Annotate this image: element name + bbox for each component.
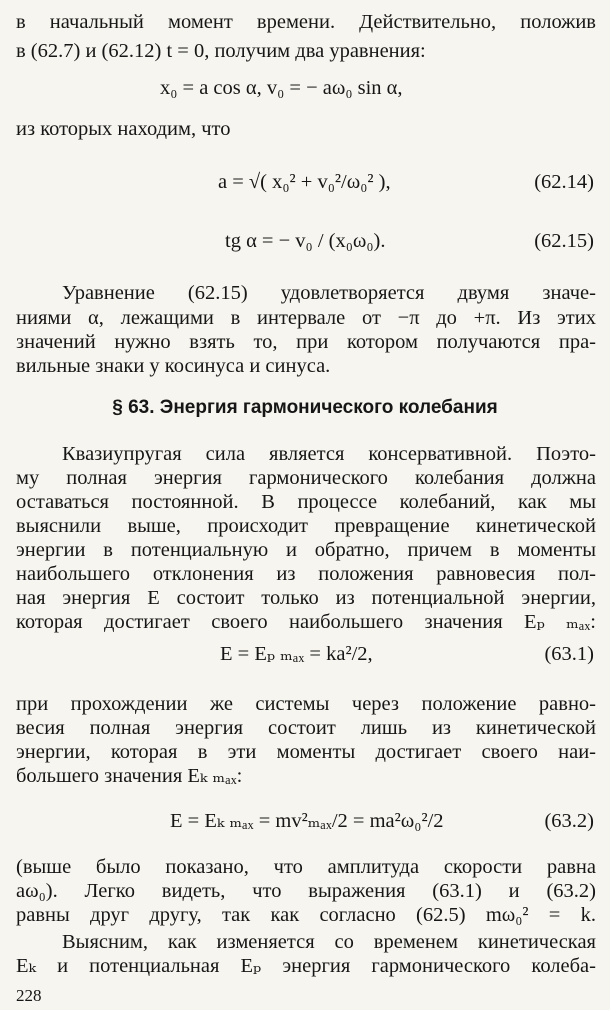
text-line: Квазиупругая сила является консервативной. Поэто- (62, 443, 596, 465)
page-number: 228 (16, 986, 42, 1005)
text-line: энергии, которая в эти моменты достигает своего наи- (16, 741, 596, 763)
text-line: энергии в потенциальную и обратно, причем в моменты (16, 539, 596, 561)
text-line: вильные знаки у косинуса и синуса. (16, 355, 331, 377)
text-line: aω₀). Легко видеть, что выражения (63.1) и (63.2) (16, 880, 596, 902)
text-line: (выше было показано, что амплитуда скорости равна (16, 856, 596, 878)
equation-63-2: E = Eₖ ₘₐₓ = mv²ₘₐₓ/2 = ma²ω₀²/2 (170, 810, 444, 832)
text-line: в начальный момент времени. Действительно, положив (16, 11, 596, 33)
equation-initial-conditions: x₀ = a cos α, v₀ = − aω₀ sin α, (160, 77, 403, 99)
text-line: му полная энергия гармонического колебания должна (16, 467, 596, 489)
equation-63-1: E = Eₚ ₘₐₓ = ka²/2, (220, 643, 373, 665)
text-line: которая достигает своего наибольшего значения Eₚ ₘₐₓ: (16, 611, 596, 633)
text-line: равны друг другу, так как согласно (62.5) mω₀² = k. (16, 904, 596, 926)
text-line: при прохождении же системы через положение равно- (16, 693, 596, 715)
equation-number: (62.15) (534, 230, 594, 252)
text-line: Выясним, как изменяется со временем кинетическая (62, 931, 596, 953)
equation-number: (63.2) (544, 810, 594, 832)
text-line: в (62.7) и (62.12) t = 0, получим два уравнения: (16, 40, 426, 62)
text-line: Уравнение (62.15) удовлетворяется двумя значе- (62, 282, 596, 304)
equation-number: (63.1) (544, 643, 594, 665)
section-heading: § 63. Энергия гармонического колебания (112, 397, 498, 418)
text-line: ная энергия E состоит только из потенциальной энергии, (16, 587, 596, 609)
equation-62-15: tg α = − v₀ / (x₀ω₀). (225, 230, 386, 252)
text-line: выяснили выше, происходит превращение кинетической (16, 515, 596, 537)
text-line: большего значения Eₖ ₘₐₓ: (16, 765, 243, 787)
text-line: оставаться постоянной. В процессе колебаний, как мы (16, 491, 596, 513)
text-line: из которых находим, что (16, 118, 231, 140)
equation-number: (62.14) (534, 171, 594, 193)
text-line: наибольшего отклонения из положения равновесия пол- (16, 563, 596, 585)
text-line: ниями α, лежащими в интервале от −π до +π. Из этих (16, 307, 596, 329)
text-line: значений нужно взять то, при котором получаются пра- (16, 331, 596, 353)
text-line: весия полная энергия состоит лишь из кинетической (16, 717, 596, 739)
equation-62-14: a = √( x₀² + v₀²/ω₀² ), (218, 171, 391, 193)
text-line: Eₖ и потенциальная Eₚ энергия гармонического колеба- (16, 955, 596, 977)
